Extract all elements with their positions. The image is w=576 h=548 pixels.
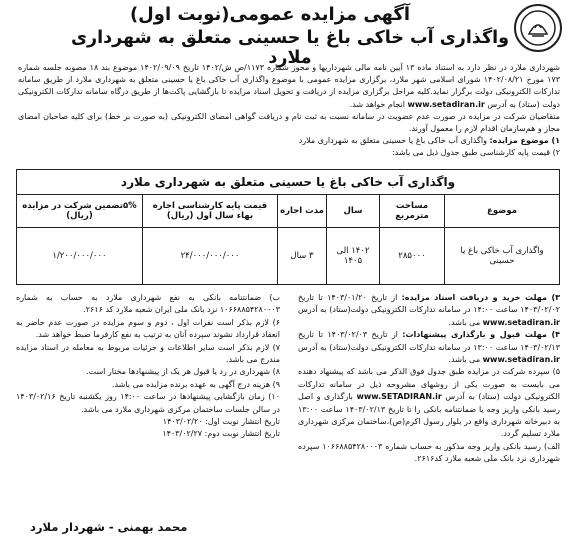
setad-website-link[interactable]: www.SETADIRAN.ir [356, 392, 442, 402]
header-area: مساحت مترمربع [380, 195, 445, 228]
item-9: ۹) هزینه درج آگهی به عهده برنده مزایده می باشد. [111, 379, 280, 389]
publish-date-2-value: ۱۴۰۳/۰۲/۲۷ [162, 429, 203, 439]
item-document-deadline [298, 292, 560, 329]
item-subject-text: واگذاری آب خاکی باغ یا حسینی متعلق به شهرداری ملارد [298, 136, 487, 146]
item-document-deadline-text: از تاریخ ۱۴۰۳/۰۱/۲۰ تا تاریخ ۱۴۰۳/۰۲/۰۲ ساعت ۱۴:۰۰ در سامانه تدارکات الکترونیکی دولت(ستاد) به آدرس [298, 293, 561, 315]
publish-date-1 [16, 416, 280, 428]
item-bid-deadline [298, 329, 560, 366]
header-year: سال [327, 195, 380, 228]
item-document-deadline-label: ۳) مهلت خرید و دریافت اسناد مزایده: [401, 293, 560, 302]
publish-date-1-label: تاریخ انتشار نوبت اول: [205, 417, 280, 427]
intro-end-text: انجام خواهد شد. [349, 99, 405, 109]
setad-website-link[interactable]: www.setadiran.ir [407, 99, 485, 109]
cell-duration: ۳ سال [278, 228, 327, 285]
header-guarantee: ۵%تضمین شرکت در مزایده (ریال) [17, 195, 143, 228]
mayor-signature: محمد بهمنی - شهردار ملارد [30, 520, 188, 534]
header-subject: موضوع [445, 195, 560, 228]
setad-website-link[interactable]: www.setadiran.ir [482, 355, 560, 365]
item-deposit-text: ۵) سپرده شرکت در مزایده طبق جدول فوق الذکر می باشد که پیشنهاد دهنده می بایست به صورت یکی از روشهای مشروحه ذیل در سامانه تدارکات الکترونیکی دولت (ستاد) به آدرس [298, 367, 561, 402]
intro-paragraph [18, 62, 560, 111]
item-6: ۶) لازم بذکر است نفرات اول ، دوم و سوم مزایده در صورت عدم حاضر به انعقاد قرارداد نشوند سپرده آنان به ترتیب به نفع کارفرما ضبط خواهد شد. [16, 317, 280, 340]
cell-guarantee: ۱/۲۰۰/۰۰۰/۰۰۰ [17, 228, 143, 285]
item-bid-deadline-end: می باشد. [448, 355, 481, 365]
table-row [17, 228, 560, 285]
item-document-deadline-end: می باشد. [448, 317, 481, 327]
item-subject-label: ۱) موضوع مزایده: [489, 136, 560, 146]
item-deposit [298, 366, 560, 440]
item-7: ۷) لازم بذکر است سایر اطلاعات و جزئیات مربوط به معامله در اسناد مزایده مندرج می باشد. [16, 342, 280, 365]
item-deposit-text-2: بارگذاری و اصل رسید بانکی واریز وجه یا ضمانتنامه بانکی را تا تاریخ ۱۴۰۳/۰۲/۱۳ ساعت ۱۳:۰۰ به دبیرخانه شهرداری واقع در بلوار رسول اکرم(ص)،ساختمان مرکزی شهرداری ملارد تسلیم گردد. [298, 392, 560, 439]
header-duration: مدت اجاره [278, 195, 327, 228]
table-title: واگذاری آب خاکی باغ یا حسینی متعلق به شهرداری ملارد [17, 170, 560, 195]
cell-subject: واگذاری آب خاکی باغ یا حسینی [445, 228, 560, 285]
tender-table [16, 169, 560, 285]
item-bid-deadline-text: از تاریخ ۱۴۰۳/۰۲/۰۳ تا تاریخ ۱۴۰۳/۰۲/۱۳ ساعت ۱۳:۰۰ در سامانه تدارکات الکترونیکی دولت(ستاد) به آدرس [298, 330, 561, 352]
publish-date-2-label: تاریخ انتشار نوبت دوم: [204, 429, 280, 439]
notice-subtitle: واگذاری آب خاکی باغ یا حسینی متعلق به شهرداری ملارد [70, 28, 509, 68]
header-base-price: قیمت پایه کارشناسی اجاره بهاء سال اول (ریال) [143, 195, 278, 228]
publish-date-2 [16, 428, 280, 440]
terms-left-column [16, 292, 280, 441]
cell-year: ۱۴۰۲ الی ۱۴۰۵ [327, 228, 380, 285]
item-deposit-option-b: ب) ضمانتنامه بانکی به نفع شهرداری ملارد به حساب به شماره ۱۰۶۶۸۸۵۴۲۸۰۰۰۳ نزد بانک ملی ایران شعبه ملارد کد ۲۶۱۶. [16, 293, 280, 315]
cell-base-price: ۲۴/۰۰۰/۰۰۰/۰۰۰ [143, 228, 278, 285]
item-deposit-option-a: الف) رسید بانکی واریز وجه مذکور به حساب شماره ۱۰۶۶۸۸۵۴۲۸۰۰۰۳ سپرده شهرداری نزد بانک ملی شعبه ملارد کد۲۶۱۶. [298, 441, 561, 464]
notice-title: آگهی مزایده عمومی(نوبت اول) [129, 4, 411, 25]
setad-website-link[interactable]: www.setadiran.ir [482, 317, 560, 327]
publish-date-1-value: ۱۴۰۳/۰۲/۲۰ [162, 417, 203, 427]
item-subject [18, 135, 560, 147]
registration-paragraph: متقاضیان شرکت در مزایده در صورت عدم عضویت در سامانه نسبت به ثبت نام و دریافت گواهی امضای الکترونیکی (به صورت بر خط) برای کلیه صاحبان امضای مجاز و هم‌سازمان اقدام لازم را معمول آورند. [18, 111, 560, 134]
item-base-price: ۲) قیمت پایه کارشناسی طبق جدول ذیل می باشد: [391, 148, 560, 158]
cell-area: ۲۸۵۰۰۰ [380, 228, 445, 285]
item-bid-deadline-label: ۴) مهلت قبول و بارگذاری پیشنهادات: [402, 330, 560, 340]
item-10: ۱۰) زمان بازگشایی پیشنهادها در ساعت ۱۴:۰۰ روز یکشنبه تاریخ ۱۴۰۳/۰۲/۱۶ در سالن جلسات ساختمان مرکزی شهرداری ملارد می باشد. [16, 392, 281, 414]
intro-text: شهرداری ملارد در نظر دارد به استناد ماده ۱۳ آیین نامه مالی شهرداریها و مجوز شماره ۱۱۷۳/ص ش/۱۴۰۲ تاریخ ۱۴۰۲/۰۹/۰۹ موضوع بند ۱۸ مصوبه جلسه شماره ۱۷۳ مورخ ۱۴۰۲/۰۸/۲۱ شورای اسلامی شهر ملارد، برگزاری مزایده عمومی با موضوع واگذاری آب خاکی باغ یا حسینی متعلق به شهرداری ملارد از طریق سامانه تدارکات الکترونیکی دولت برگزار نماید.کلیه مراحل برگزاری مزایده از دریافت و تحویل اسناد مزایده تا بازگشایی پاکت‌ها از طریق درگاه سامانه تدارکات الکترونیکی دولت (ستاد) به آدرس [18, 63, 561, 109]
terms-right-column [298, 292, 560, 466]
municipality-emblem-icon [514, 4, 562, 52]
item-8: ۸) شهرداری در رد یا قبول هر یک از پیشنهادها مختار است. [86, 367, 280, 377]
intro-section [18, 62, 560, 160]
